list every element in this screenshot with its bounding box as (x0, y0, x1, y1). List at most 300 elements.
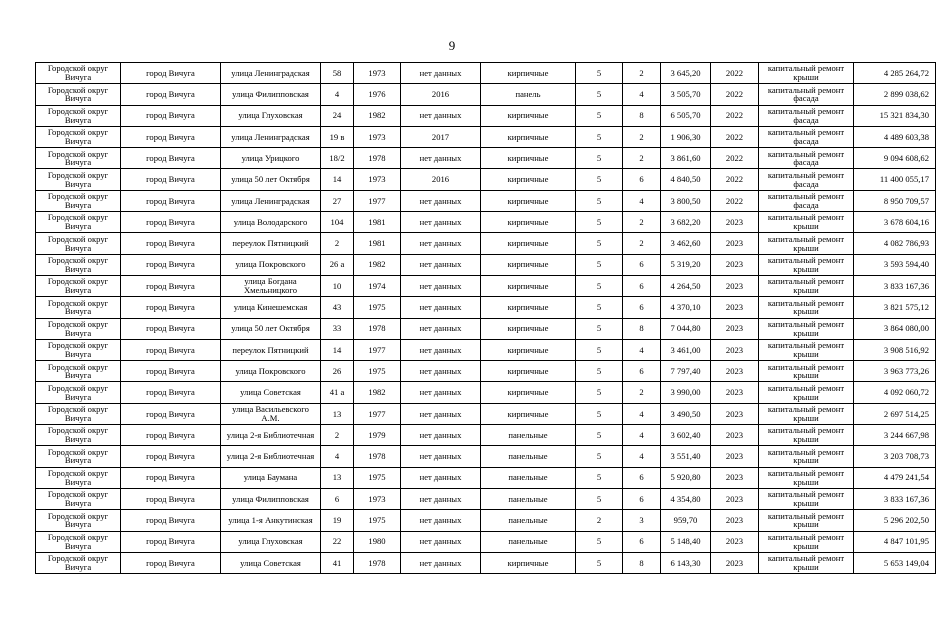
last-repair-year-cell: нет данных (401, 339, 481, 360)
house-number-cell: 14 (321, 169, 354, 190)
plan-year-cell: 2023 (711, 318, 759, 339)
settlement-cell: город Вичуга (121, 275, 221, 296)
cost-cell: 4 489 603,38 (854, 126, 936, 147)
street-cell: улица Ленинградская (221, 63, 321, 84)
floors-cell: 5 (576, 467, 623, 488)
entrances-cell: 6 (623, 467, 661, 488)
settlement-cell: город Вичуга (121, 84, 221, 105)
municipality-cell: Городской округ Вичуга (36, 212, 121, 233)
plan-year-cell: 2022 (711, 190, 759, 211)
construction-year-cell: 1973 (354, 126, 401, 147)
plan-year-cell: 2023 (711, 403, 759, 424)
plan-year-cell: 2023 (711, 361, 759, 382)
table-row (36, 105, 936, 126)
floors-cell: 5 (576, 339, 623, 360)
last-repair-year-cell: нет данных (401, 403, 481, 424)
table-row (36, 126, 936, 147)
table-row (36, 403, 936, 424)
house-number-cell: 13 (321, 403, 354, 424)
wall-material-cell: кирпичные (481, 552, 576, 573)
house-number-cell: 10 (321, 275, 354, 296)
cost-cell: 3 244 667,98 (854, 425, 936, 446)
entrances-cell: 4 (623, 190, 661, 211)
municipality-cell: Городской округ Вичуга (36, 105, 121, 126)
last-repair-year-cell: нет данных (401, 552, 481, 573)
municipality-cell: Городской округ Вичуга (36, 169, 121, 190)
plan-year-cell: 2022 (711, 63, 759, 84)
entrances-cell: 2 (623, 233, 661, 254)
entrances-cell: 3 (623, 510, 661, 531)
municipality-cell: Городской округ Вичуга (36, 318, 121, 339)
house-number-cell: 13 (321, 467, 354, 488)
wall-material-cell: панельные (481, 467, 576, 488)
last-repair-year-cell: 2016 (401, 84, 481, 105)
wall-material-cell: кирпичные (481, 382, 576, 403)
wall-material-cell: кирпичные (481, 275, 576, 296)
street-cell: улица Глуховская (221, 105, 321, 126)
municipality-cell: Городской округ Вичуга (36, 84, 121, 105)
wall-material-cell: кирпичные (481, 339, 576, 360)
plan-year-cell: 2023 (711, 212, 759, 233)
construction-year-cell: 1973 (354, 488, 401, 509)
entrances-cell: 2 (623, 148, 661, 169)
plan-year-cell: 2022 (711, 105, 759, 126)
wall-material-cell: панельные (481, 531, 576, 552)
house-number-cell: 33 (321, 318, 354, 339)
work-type-cell: капитальный ремонт фасада (759, 84, 854, 105)
street-cell: улица 2-я Библиотечная (221, 446, 321, 467)
construction-year-cell: 1977 (354, 403, 401, 424)
work-type-cell: капитальный ремонт крыши (759, 382, 854, 403)
work-type-cell: капитальный ремонт крыши (759, 467, 854, 488)
wall-material-cell: кирпичные (481, 318, 576, 339)
area-cell: 3 990,00 (661, 382, 711, 403)
area-cell: 3 800,50 (661, 190, 711, 211)
table-row (36, 467, 936, 488)
work-type-cell: капитальный ремонт фасада (759, 169, 854, 190)
settlement-cell: город Вичуга (121, 254, 221, 275)
settlement-cell: город Вичуга (121, 63, 221, 84)
wall-material-cell: кирпичные (481, 148, 576, 169)
table-row (36, 297, 936, 318)
cost-cell: 2 899 038,62 (854, 84, 936, 105)
cost-cell: 9 094 608,62 (854, 148, 936, 169)
work-type-cell: капитальный ремонт крыши (759, 233, 854, 254)
last-repair-year-cell: нет данных (401, 212, 481, 233)
street-cell: улица Покровского (221, 254, 321, 275)
plan-year-cell: 2023 (711, 446, 759, 467)
construction-year-cell: 1973 (354, 63, 401, 84)
table-row (36, 169, 936, 190)
municipality-cell: Городской округ Вичуга (36, 339, 121, 360)
work-type-cell: капитальный ремонт фасада (759, 105, 854, 126)
floors-cell: 5 (576, 403, 623, 424)
work-type-cell: капитальный ремонт крыши (759, 531, 854, 552)
area-cell: 3 602,40 (661, 425, 711, 446)
plan-year-cell: 2022 (711, 148, 759, 169)
table-row (36, 425, 936, 446)
cost-cell: 11 400 055,17 (854, 169, 936, 190)
street-cell: улица Володарского (221, 212, 321, 233)
cost-cell: 4 285 264,72 (854, 63, 936, 84)
house-number-cell: 22 (321, 531, 354, 552)
area-cell: 959,70 (661, 510, 711, 531)
entrances-cell: 2 (623, 63, 661, 84)
last-repair-year-cell: нет данных (401, 531, 481, 552)
last-repair-year-cell: 2016 (401, 169, 481, 190)
entrances-cell: 4 (623, 84, 661, 105)
table-row (36, 148, 936, 169)
plan-year-cell: 2023 (711, 382, 759, 403)
last-repair-year-cell: нет данных (401, 63, 481, 84)
municipality-cell: Городской округ Вичуга (36, 297, 121, 318)
cost-cell: 3 678 604,16 (854, 212, 936, 233)
municipality-cell: Городской округ Вичуга (36, 488, 121, 509)
work-type-cell: капитальный ремонт крыши (759, 297, 854, 318)
house-number-cell: 26 (321, 361, 354, 382)
work-type-cell: капитальный ремонт фасада (759, 190, 854, 211)
plan-year-cell: 2023 (711, 233, 759, 254)
construction-year-cell: 1975 (354, 361, 401, 382)
table-row (36, 254, 936, 275)
area-cell: 1 906,30 (661, 126, 711, 147)
last-repair-year-cell: нет данных (401, 510, 481, 531)
house-number-cell: 43 (321, 297, 354, 318)
entrances-cell: 2 (623, 126, 661, 147)
cost-cell: 3 833 167,36 (854, 275, 936, 296)
municipality-cell: Городской округ Вичуга (36, 63, 121, 84)
municipality-cell: Городской округ Вичуга (36, 275, 121, 296)
table-row (36, 212, 936, 233)
wall-material-cell: панельные (481, 510, 576, 531)
last-repair-year-cell: нет данных (401, 105, 481, 126)
table-row (36, 233, 936, 254)
wall-material-cell: кирпичные (481, 361, 576, 382)
wall-material-cell: кирпичные (481, 297, 576, 318)
settlement-cell: город Вичуга (121, 318, 221, 339)
work-type-cell: капитальный ремонт крыши (759, 552, 854, 573)
last-repair-year-cell: нет данных (401, 275, 481, 296)
work-type-cell: капитальный ремонт крыши (759, 403, 854, 424)
last-repair-year-cell: 2017 (401, 126, 481, 147)
last-repair-year-cell: нет данных (401, 446, 481, 467)
area-cell: 7 797,40 (661, 361, 711, 382)
settlement-cell: город Вичуга (121, 339, 221, 360)
entrances-cell: 6 (623, 488, 661, 509)
house-number-cell: 2 (321, 425, 354, 446)
house-number-cell: 41 а (321, 382, 354, 403)
construction-year-cell: 1978 (354, 148, 401, 169)
table-row (36, 318, 936, 339)
floors-cell: 5 (576, 425, 623, 446)
plan-year-cell: 2023 (711, 467, 759, 488)
last-repair-year-cell: нет данных (401, 148, 481, 169)
table-body (36, 63, 936, 574)
floors-cell: 5 (576, 148, 623, 169)
municipality-cell: Городской округ Вичуга (36, 190, 121, 211)
last-repair-year-cell: нет данных (401, 361, 481, 382)
area-cell: 3 461,00 (661, 339, 711, 360)
construction-year-cell: 1975 (354, 297, 401, 318)
municipality-cell: Городской округ Вичуга (36, 126, 121, 147)
settlement-cell: город Вичуга (121, 382, 221, 403)
construction-year-cell: 1978 (354, 446, 401, 467)
wall-material-cell: кирпичные (481, 254, 576, 275)
work-type-cell: капитальный ремонт крыши (759, 275, 854, 296)
cost-cell: 4 847 101,95 (854, 531, 936, 552)
housing-repair-table (35, 62, 936, 574)
construction-year-cell: 1975 (354, 467, 401, 488)
street-cell: улица Филипповская (221, 84, 321, 105)
table-row (36, 552, 936, 573)
street-cell: переулок Пятницкий (221, 339, 321, 360)
area-cell: 4 370,10 (661, 297, 711, 318)
street-cell: улица 2-я Библиотечная (221, 425, 321, 446)
table-row (36, 510, 936, 531)
settlement-cell: город Вичуга (121, 531, 221, 552)
table-row (36, 446, 936, 467)
floors-cell: 5 (576, 254, 623, 275)
floors-cell: 5 (576, 190, 623, 211)
construction-year-cell: 1977 (354, 190, 401, 211)
work-type-cell: капитальный ремонт фасада (759, 148, 854, 169)
municipality-cell: Городской округ Вичуга (36, 510, 121, 531)
street-cell: улица Кинешемская (221, 297, 321, 318)
table-row (36, 361, 936, 382)
municipality-cell: Городской округ Вичуга (36, 361, 121, 382)
area-cell: 7 044,80 (661, 318, 711, 339)
entrances-cell: 6 (623, 361, 661, 382)
wall-material-cell: кирпичные (481, 63, 576, 84)
settlement-cell: город Вичуга (121, 446, 221, 467)
street-cell: улица Филипповская (221, 488, 321, 509)
floors-cell: 5 (576, 275, 623, 296)
house-number-cell: 41 (321, 552, 354, 573)
work-type-cell: капитальный ремонт крыши (759, 488, 854, 509)
cost-cell: 3 593 594,40 (854, 254, 936, 275)
table-row (36, 190, 936, 211)
plan-year-cell: 2023 (711, 488, 759, 509)
entrances-cell: 2 (623, 382, 661, 403)
construction-year-cell: 1974 (354, 275, 401, 296)
cost-cell: 4 082 786,93 (854, 233, 936, 254)
work-type-cell: капитальный ремонт крыши (759, 425, 854, 446)
municipality-cell: Городской округ Вичуга (36, 254, 121, 275)
entrances-cell: 6 (623, 297, 661, 318)
street-cell: улица Баумана (221, 467, 321, 488)
plan-year-cell: 2023 (711, 552, 759, 573)
plan-year-cell: 2022 (711, 126, 759, 147)
area-cell: 5 319,20 (661, 254, 711, 275)
floors-cell: 5 (576, 126, 623, 147)
last-repair-year-cell: нет данных (401, 467, 481, 488)
wall-material-cell: кирпичные (481, 190, 576, 211)
construction-year-cell: 1981 (354, 233, 401, 254)
street-cell: улица Глуховская (221, 531, 321, 552)
wall-material-cell: панельные (481, 488, 576, 509)
settlement-cell: город Вичуга (121, 190, 221, 211)
plan-year-cell: 2023 (711, 510, 759, 531)
area-cell: 4 264,50 (661, 275, 711, 296)
wall-material-cell: кирпичные (481, 169, 576, 190)
area-cell: 4 840,50 (661, 169, 711, 190)
floors-cell: 5 (576, 169, 623, 190)
cost-cell: 15 321 834,30 (854, 105, 936, 126)
house-number-cell: 24 (321, 105, 354, 126)
house-number-cell: 26 а (321, 254, 354, 275)
construction-year-cell: 1978 (354, 318, 401, 339)
entrances-cell: 6 (623, 275, 661, 296)
street-cell: улица Советская (221, 382, 321, 403)
floors-cell: 5 (576, 361, 623, 382)
municipality-cell: Городской округ Вичуга (36, 425, 121, 446)
entrances-cell: 4 (623, 425, 661, 446)
cost-cell: 5 653 149,04 (854, 552, 936, 573)
municipality-cell: Городской округ Вичуга (36, 382, 121, 403)
construction-year-cell: 1973 (354, 169, 401, 190)
area-cell: 5 148,40 (661, 531, 711, 552)
entrances-cell: 6 (623, 169, 661, 190)
table-row (36, 382, 936, 403)
settlement-cell: город Вичуга (121, 510, 221, 531)
cost-cell: 3 833 167,36 (854, 488, 936, 509)
house-number-cell: 2 (321, 233, 354, 254)
plan-year-cell: 2023 (711, 339, 759, 360)
plan-year-cell: 2022 (711, 84, 759, 105)
last-repair-year-cell: нет данных (401, 318, 481, 339)
settlement-cell: город Вичуга (121, 169, 221, 190)
street-cell: улица Урицкого (221, 148, 321, 169)
work-type-cell: капитальный ремонт крыши (759, 318, 854, 339)
house-number-cell: 104 (321, 212, 354, 233)
settlement-cell: город Вичуга (121, 425, 221, 446)
entrances-cell: 2 (623, 212, 661, 233)
street-cell: улица 50 лет Октября (221, 318, 321, 339)
last-repair-year-cell: нет данных (401, 425, 481, 446)
floors-cell: 5 (576, 233, 623, 254)
wall-material-cell: кирпичные (481, 233, 576, 254)
last-repair-year-cell: нет данных (401, 382, 481, 403)
street-cell: улица 50 лет Октября (221, 169, 321, 190)
entrances-cell: 4 (623, 403, 661, 424)
table-row (36, 84, 936, 105)
plan-year-cell: 2023 (711, 425, 759, 446)
wall-material-cell: кирпичные (481, 105, 576, 126)
street-cell: улица Советская (221, 552, 321, 573)
cost-cell: 2 697 514,25 (854, 403, 936, 424)
entrances-cell: 4 (623, 446, 661, 467)
wall-material-cell: кирпичные (481, 126, 576, 147)
house-number-cell: 4 (321, 446, 354, 467)
house-number-cell: 14 (321, 339, 354, 360)
floors-cell: 5 (576, 297, 623, 318)
table-row (36, 275, 936, 296)
floors-cell: 5 (576, 446, 623, 467)
cost-cell: 3 908 516,92 (854, 339, 936, 360)
house-number-cell: 27 (321, 190, 354, 211)
area-cell: 3 462,60 (661, 233, 711, 254)
house-number-cell: 58 (321, 63, 354, 84)
entrances-cell: 8 (623, 552, 661, 573)
area-cell: 6 505,70 (661, 105, 711, 126)
floors-cell: 5 (576, 63, 623, 84)
cost-cell: 4 092 060,72 (854, 382, 936, 403)
street-cell: улица Покровского (221, 361, 321, 382)
settlement-cell: город Вичуга (121, 126, 221, 147)
municipality-cell: Городской округ Вичуга (36, 531, 121, 552)
floors-cell: 5 (576, 84, 623, 105)
construction-year-cell: 1979 (354, 425, 401, 446)
cost-cell: 3 963 773,26 (854, 361, 936, 382)
street-cell: улица Ленинградская (221, 126, 321, 147)
municipality-cell: Городской округ Вичуга (36, 233, 121, 254)
wall-material-cell: кирпичные (481, 212, 576, 233)
house-number-cell: 6 (321, 488, 354, 509)
house-number-cell: 19 в (321, 126, 354, 147)
settlement-cell: город Вичуга (121, 488, 221, 509)
table-row (36, 488, 936, 509)
street-cell: улица 1-я Анкутинская (221, 510, 321, 531)
construction-year-cell: 1980 (354, 531, 401, 552)
area-cell: 6 143,30 (661, 552, 711, 573)
wall-material-cell: панель (481, 84, 576, 105)
street-cell: улица Богдана Хмельницкого (221, 275, 321, 296)
municipality-cell: Городской округ Вичуга (36, 552, 121, 573)
floors-cell: 5 (576, 552, 623, 573)
entrances-cell: 8 (623, 318, 661, 339)
floors-cell: 5 (576, 212, 623, 233)
municipality-cell: Городской округ Вичуга (36, 446, 121, 467)
area-cell: 3 861,60 (661, 148, 711, 169)
settlement-cell: город Вичуга (121, 467, 221, 488)
work-type-cell: капитальный ремонт крыши (759, 510, 854, 531)
construction-year-cell: 1982 (354, 254, 401, 275)
floors-cell: 5 (576, 488, 623, 509)
cost-cell: 3 203 708,73 (854, 446, 936, 467)
work-type-cell: капитальный ремонт крыши (759, 212, 854, 233)
floors-cell: 5 (576, 318, 623, 339)
municipality-cell: Городской округ Вичуга (36, 148, 121, 169)
cost-cell: 8 950 709,57 (854, 190, 936, 211)
construction-year-cell: 1982 (354, 382, 401, 403)
last-repair-year-cell: нет данных (401, 488, 481, 509)
entrances-cell: 6 (623, 531, 661, 552)
construction-year-cell: 1976 (354, 84, 401, 105)
area-cell: 3 505,70 (661, 84, 711, 105)
wall-material-cell: кирпичные (481, 403, 576, 424)
municipality-cell: Городской округ Вичуга (36, 403, 121, 424)
entrances-cell: 8 (623, 105, 661, 126)
area-cell: 3 645,20 (661, 63, 711, 84)
page-number: 9 (448, 38, 456, 53)
floors-cell: 5 (576, 531, 623, 552)
floors-cell: 5 (576, 382, 623, 403)
municipality-cell: Городской округ Вичуга (36, 467, 121, 488)
work-type-cell: капитальный ремонт крыши (759, 361, 854, 382)
plan-year-cell: 2023 (711, 297, 759, 318)
settlement-cell: город Вичуга (121, 403, 221, 424)
street-cell: улица Ленинградская (221, 190, 321, 211)
floors-cell: 5 (576, 105, 623, 126)
last-repair-year-cell: нет данных (401, 190, 481, 211)
wall-material-cell: панельные (481, 425, 576, 446)
cost-cell: 4 479 241,54 (854, 467, 936, 488)
wall-material-cell: панельные (481, 446, 576, 467)
last-repair-year-cell: нет данных (401, 233, 481, 254)
area-cell: 3 490,50 (661, 403, 711, 424)
area-cell: 5 920,80 (661, 467, 711, 488)
last-repair-year-cell: нет данных (401, 297, 481, 318)
